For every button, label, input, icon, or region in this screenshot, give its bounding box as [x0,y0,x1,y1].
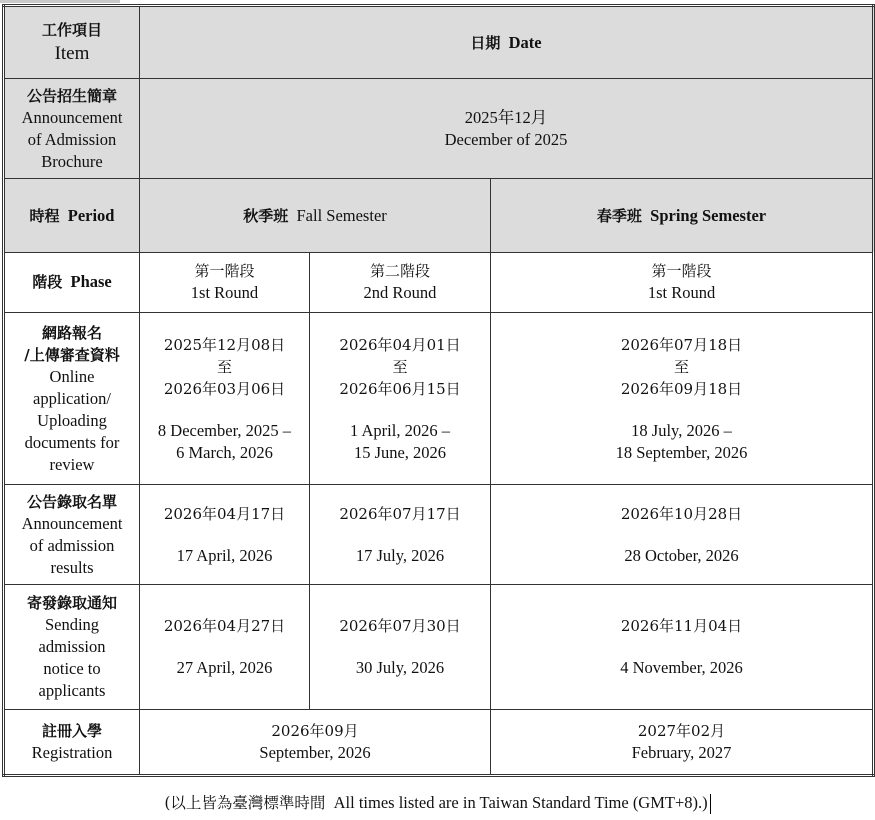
results-fall-r2-zh: 2026年07月17日 [339,504,461,523]
footnote-zh: (以上皆為臺灣標準時間 [164,794,326,812]
results-fall-r2-cell [310,485,491,585]
fall-round1-en: 1st Round [190,283,259,303]
spring-round1-cell [491,252,874,312]
notice-fall-r1-cell [140,585,310,709]
online-spring-r1-to: 至 [674,357,690,376]
spacer [495,525,868,545]
spring-semester-en: Spring Semester [650,205,767,225]
announcement-row [4,79,874,179]
notice-row [4,585,874,709]
admission-schedule-table [2,4,875,777]
online-fall-r1-to: 至 [216,357,232,376]
online-spring-r1-en-1: 18 July, 2026 – [631,420,732,440]
online-fall-r1-end: 2026年03月06日 [163,379,286,398]
spring-round1-en: 1st Round [647,283,716,303]
announcement-label-zh: 公告招生簡章 [26,86,117,105]
notice-label-en-2: admission [38,637,106,657]
online-fall-r2-end: 2026年06月15日 [339,379,461,398]
registration-fall-en: September, 2026 [259,742,371,762]
online-label-zh-2: /上傳審查資料 [24,345,120,364]
spacer [144,637,305,657]
notice-label-en-3: notice to [43,659,101,679]
fall-round2-cell [310,252,491,312]
results-fall-r1-cell [140,485,310,585]
results-spring-r1-en: 28 October, 2026 [624,545,739,565]
online-label-en-2: application/ [33,388,111,408]
spring-semester-zh: 春季班 [596,206,642,225]
announcement-label-cell [4,79,140,179]
results-label-zh: 公告錄取名單 [26,492,117,511]
spacer [144,400,305,420]
results-spring-r1-cell [491,485,874,585]
notice-spring-r1-en: 4 November, 2026 [620,658,743,678]
item-header-zh: 工作項目 [41,20,102,39]
registration-spring-en: February, 2027 [631,742,732,762]
fall-semester-zh: 秋季班 [243,206,289,225]
fall-round1-cell [140,252,310,312]
registration-fall-cell [140,709,491,775]
online-spring-r1-start: 2026年07月18日 [620,335,743,354]
results-label-en-1: Announcement [21,513,123,533]
item-header-en: Item [54,42,90,64]
registration-label-en: Registration [31,742,113,762]
announcement-date-en: December of 2025 [444,129,568,149]
results-fall-r2-en: 17 July, 2026 [355,545,445,565]
announcement-label-en-2: of Admission [27,129,117,149]
online-label-en-5: review [49,454,95,474]
announcement-label-en-3: Brochure [41,151,103,171]
period-label-cell [4,179,140,252]
notice-label-cell [4,585,140,709]
results-spring-r1-zh: 2026年10月28日 [620,504,743,523]
spring-semester-cell [491,179,874,252]
spring-round1-zh: 第一階段 [651,262,712,281]
online-fall-r1-cell [140,312,310,484]
period-row [4,179,874,252]
online-fall-r2-cell [310,312,491,484]
announcement-label-en-1: Announcement [21,107,123,127]
fall-round1-zh: 第一階段 [194,262,255,281]
date-header-zh: 日期 [470,33,501,52]
online-spring-r1-en-2: 18 September, 2026 [615,442,748,462]
online-label-en-1: Online [49,366,95,386]
top-decoration [0,0,120,3]
notice-label-en-1: Sending [44,615,100,635]
notice-fall-r2-en: 30 July, 2026 [355,658,445,678]
spacer [314,637,486,657]
online-label-en-4: documents for [24,432,120,452]
notice-fall-r2-zh: 2026年07月30日 [339,617,461,636]
online-label-zh-1: 網路報名 [41,323,102,342]
period-label-en: Period [67,205,115,225]
item-header-cell [4,6,140,79]
fall-round2-en: 2nd Round [363,283,437,303]
registration-row [4,709,874,775]
results-fall-r1-en: 17 April, 2026 [176,545,273,565]
results-row [4,485,874,585]
notice-label-en-4: applicants [38,681,106,701]
online-spring-r1-end: 2026年09月18日 [620,379,743,398]
phase-label-en: Phase [70,272,112,292]
results-label-en-2: of admission [29,535,115,555]
online-fall-r2-en-1: 1 April, 2026 – [350,420,450,440]
phase-label-zh: 階段 [32,273,63,292]
announcement-date-cell [140,79,874,179]
period-label-zh: 時程 [29,206,60,225]
registration-fall-zh: 2026年09月 [271,721,359,740]
spacer [314,400,486,420]
notice-fall-r1-zh: 2026年04月27日 [163,617,286,636]
registration-spring-zh: 2027年02月 [637,721,726,740]
date-header-en: Date [508,32,542,52]
online-label-en-3: Uploading [37,410,107,430]
fall-round2-zh: 第二階段 [369,262,430,281]
notice-spring-r1-zh: 2026年11月04日 [620,617,743,636]
notice-fall-r1-en: 27 April, 2026 [176,658,273,678]
announcement-date-zh: 2025年12月 [464,107,548,127]
fall-semester-cell [140,179,491,252]
phase-label-cell [4,252,140,312]
fall-semester-en: Fall Semester [296,205,387,225]
registration-label-cell [4,709,140,775]
online-spring-r1-cell [491,312,874,484]
phase-row [4,252,874,312]
online-fall-r2-start: 2026年04月01日 [339,335,461,354]
online-application-row [4,312,874,484]
results-label-en-3: results [50,557,94,577]
online-fall-r1-en-2: 6 March, 2026 [176,442,273,462]
notice-spring-r1-cell [491,585,874,709]
text-cursor [710,794,711,814]
header-row [4,6,874,79]
footnote-en: All times listed are in Taiwan Standard Time (GMT+8).) [333,793,708,812]
registration-label-zh: 註冊入學 [41,721,102,740]
spacer [314,525,486,545]
results-label-cell [4,485,140,585]
spacer [495,637,868,657]
registration-spring-cell [491,709,874,775]
spacer [495,400,868,420]
online-label-cell [4,312,140,484]
results-fall-r1-zh: 2026年04月17日 [163,504,286,523]
online-fall-r1-start: 2025年12月08日 [163,335,286,354]
online-fall-r1-en-1: 8 December, 2025 – [157,420,292,440]
spacer [144,525,305,545]
online-fall-r2-to: 至 [392,357,408,376]
online-fall-r2-en-2: 15 June, 2026 [353,442,447,462]
date-header-cell [140,6,874,79]
notice-fall-r2-cell [310,585,491,709]
notice-label-zh: 寄發錄取通知 [26,594,117,613]
timezone-footnote [0,791,875,814]
